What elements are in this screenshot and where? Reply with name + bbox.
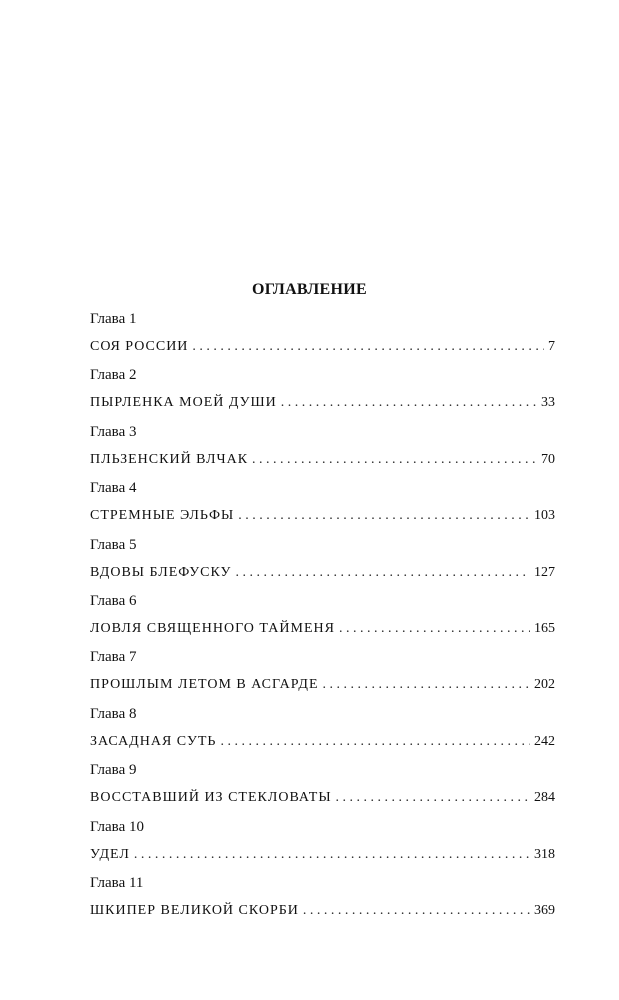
dot-leader	[235, 563, 530, 583]
chapter-title: СТРЕМНЫЕ ЭЛЬФЫ	[90, 508, 235, 524]
chapter-title: ШКИПЕР ВЕЛИКОЙ СКОРБИ	[90, 902, 299, 918]
chapter-title: ЛОВЛЯ СВЯЩЕННОГО ТАЙМЕНЯ	[90, 620, 335, 636]
chapter-title: ЗАСАДНАЯ СУТЬ	[90, 733, 217, 749]
toc-line	[90, 845, 555, 865]
toc-line	[90, 619, 555, 639]
toc-entry-9	[90, 760, 555, 816]
chapter-title: СОЯ РОССИИ	[90, 339, 189, 354]
toc-line	[90, 450, 555, 470]
chapter-title: УДЕЛ	[90, 846, 130, 862]
chapter-title: ПЫРЛЕНКА МОЕЙ ДУШИ	[90, 395, 277, 411]
chapter-label: Глава 11	[90, 874, 144, 891]
dot-leader	[303, 901, 530, 921]
chapter-label: Глава 6	[90, 592, 137, 609]
page-number: 369	[534, 902, 555, 918]
chapter-label: Глава 7	[90, 649, 137, 666]
dot-leader	[281, 393, 537, 413]
dot-leader	[336, 788, 530, 808]
page-number: 33	[541, 395, 555, 411]
page-number: 202	[534, 677, 555, 693]
toc-line	[90, 675, 555, 695]
dot-leader	[192, 337, 544, 357]
toc-line	[90, 506, 555, 526]
toc-entry-11	[90, 873, 555, 929]
toc-entry-10	[90, 817, 555, 873]
toc-entry-6	[90, 591, 555, 647]
toc-line	[90, 393, 555, 413]
chapter-label: Глава 5	[90, 536, 137, 553]
dot-leader	[220, 732, 530, 752]
page-number: 284	[534, 790, 555, 806]
chapter-label: Глава 2	[90, 367, 137, 384]
chapter-label: Глава 8	[90, 705, 137, 722]
toc-line	[90, 732, 555, 752]
toc-entry-8	[90, 704, 555, 760]
page-number: 127	[534, 564, 555, 580]
dot-leader	[238, 506, 530, 526]
page-number: 103	[534, 508, 555, 524]
chapter-label: Глава 9	[90, 762, 137, 779]
toc-entry-2	[90, 365, 555, 421]
chapter-label: Глава 1	[90, 311, 137, 327]
chapter-title: ПРОШЛЫМ ЛЕТОМ В АСГАРДЕ	[90, 677, 319, 693]
chapter-label: Глава 3	[90, 423, 137, 440]
page-number: 318	[534, 846, 555, 862]
page-number: 70	[541, 451, 555, 467]
page-number: 165	[534, 620, 555, 636]
dot-leader	[134, 845, 530, 865]
toc-line	[90, 901, 555, 921]
toc-entry-4	[90, 478, 555, 534]
toc-line	[90, 337, 555, 357]
dot-leader	[339, 619, 530, 639]
chapter-title: ВДОВЫ БЛЕФУСКУ	[90, 564, 232, 580]
chapter-label: Глава 4	[90, 480, 137, 497]
dot-leader	[252, 450, 537, 470]
toc-entry-7	[90, 647, 555, 703]
page-number: 7	[548, 339, 555, 354]
toc-entry-1	[90, 309, 555, 365]
toc-line	[90, 788, 555, 808]
chapter-title: ПЛЬЗЕНСКИЙ ВЛЧАК	[90, 451, 249, 467]
toc-entry-5	[90, 535, 555, 591]
chapter-title: ВОССТАВШИЙ ИЗ СТЕКЛОВАТЫ	[90, 790, 332, 806]
toc-line	[90, 563, 555, 583]
toc-title: ОГЛАВЛЕНИЕ	[252, 281, 367, 298]
page-number: 242	[534, 733, 555, 749]
chapter-label: Глава 10	[90, 818, 144, 835]
toc-list	[90, 309, 555, 929]
toc-entry-3	[90, 422, 555, 478]
dot-leader	[323, 675, 530, 695]
